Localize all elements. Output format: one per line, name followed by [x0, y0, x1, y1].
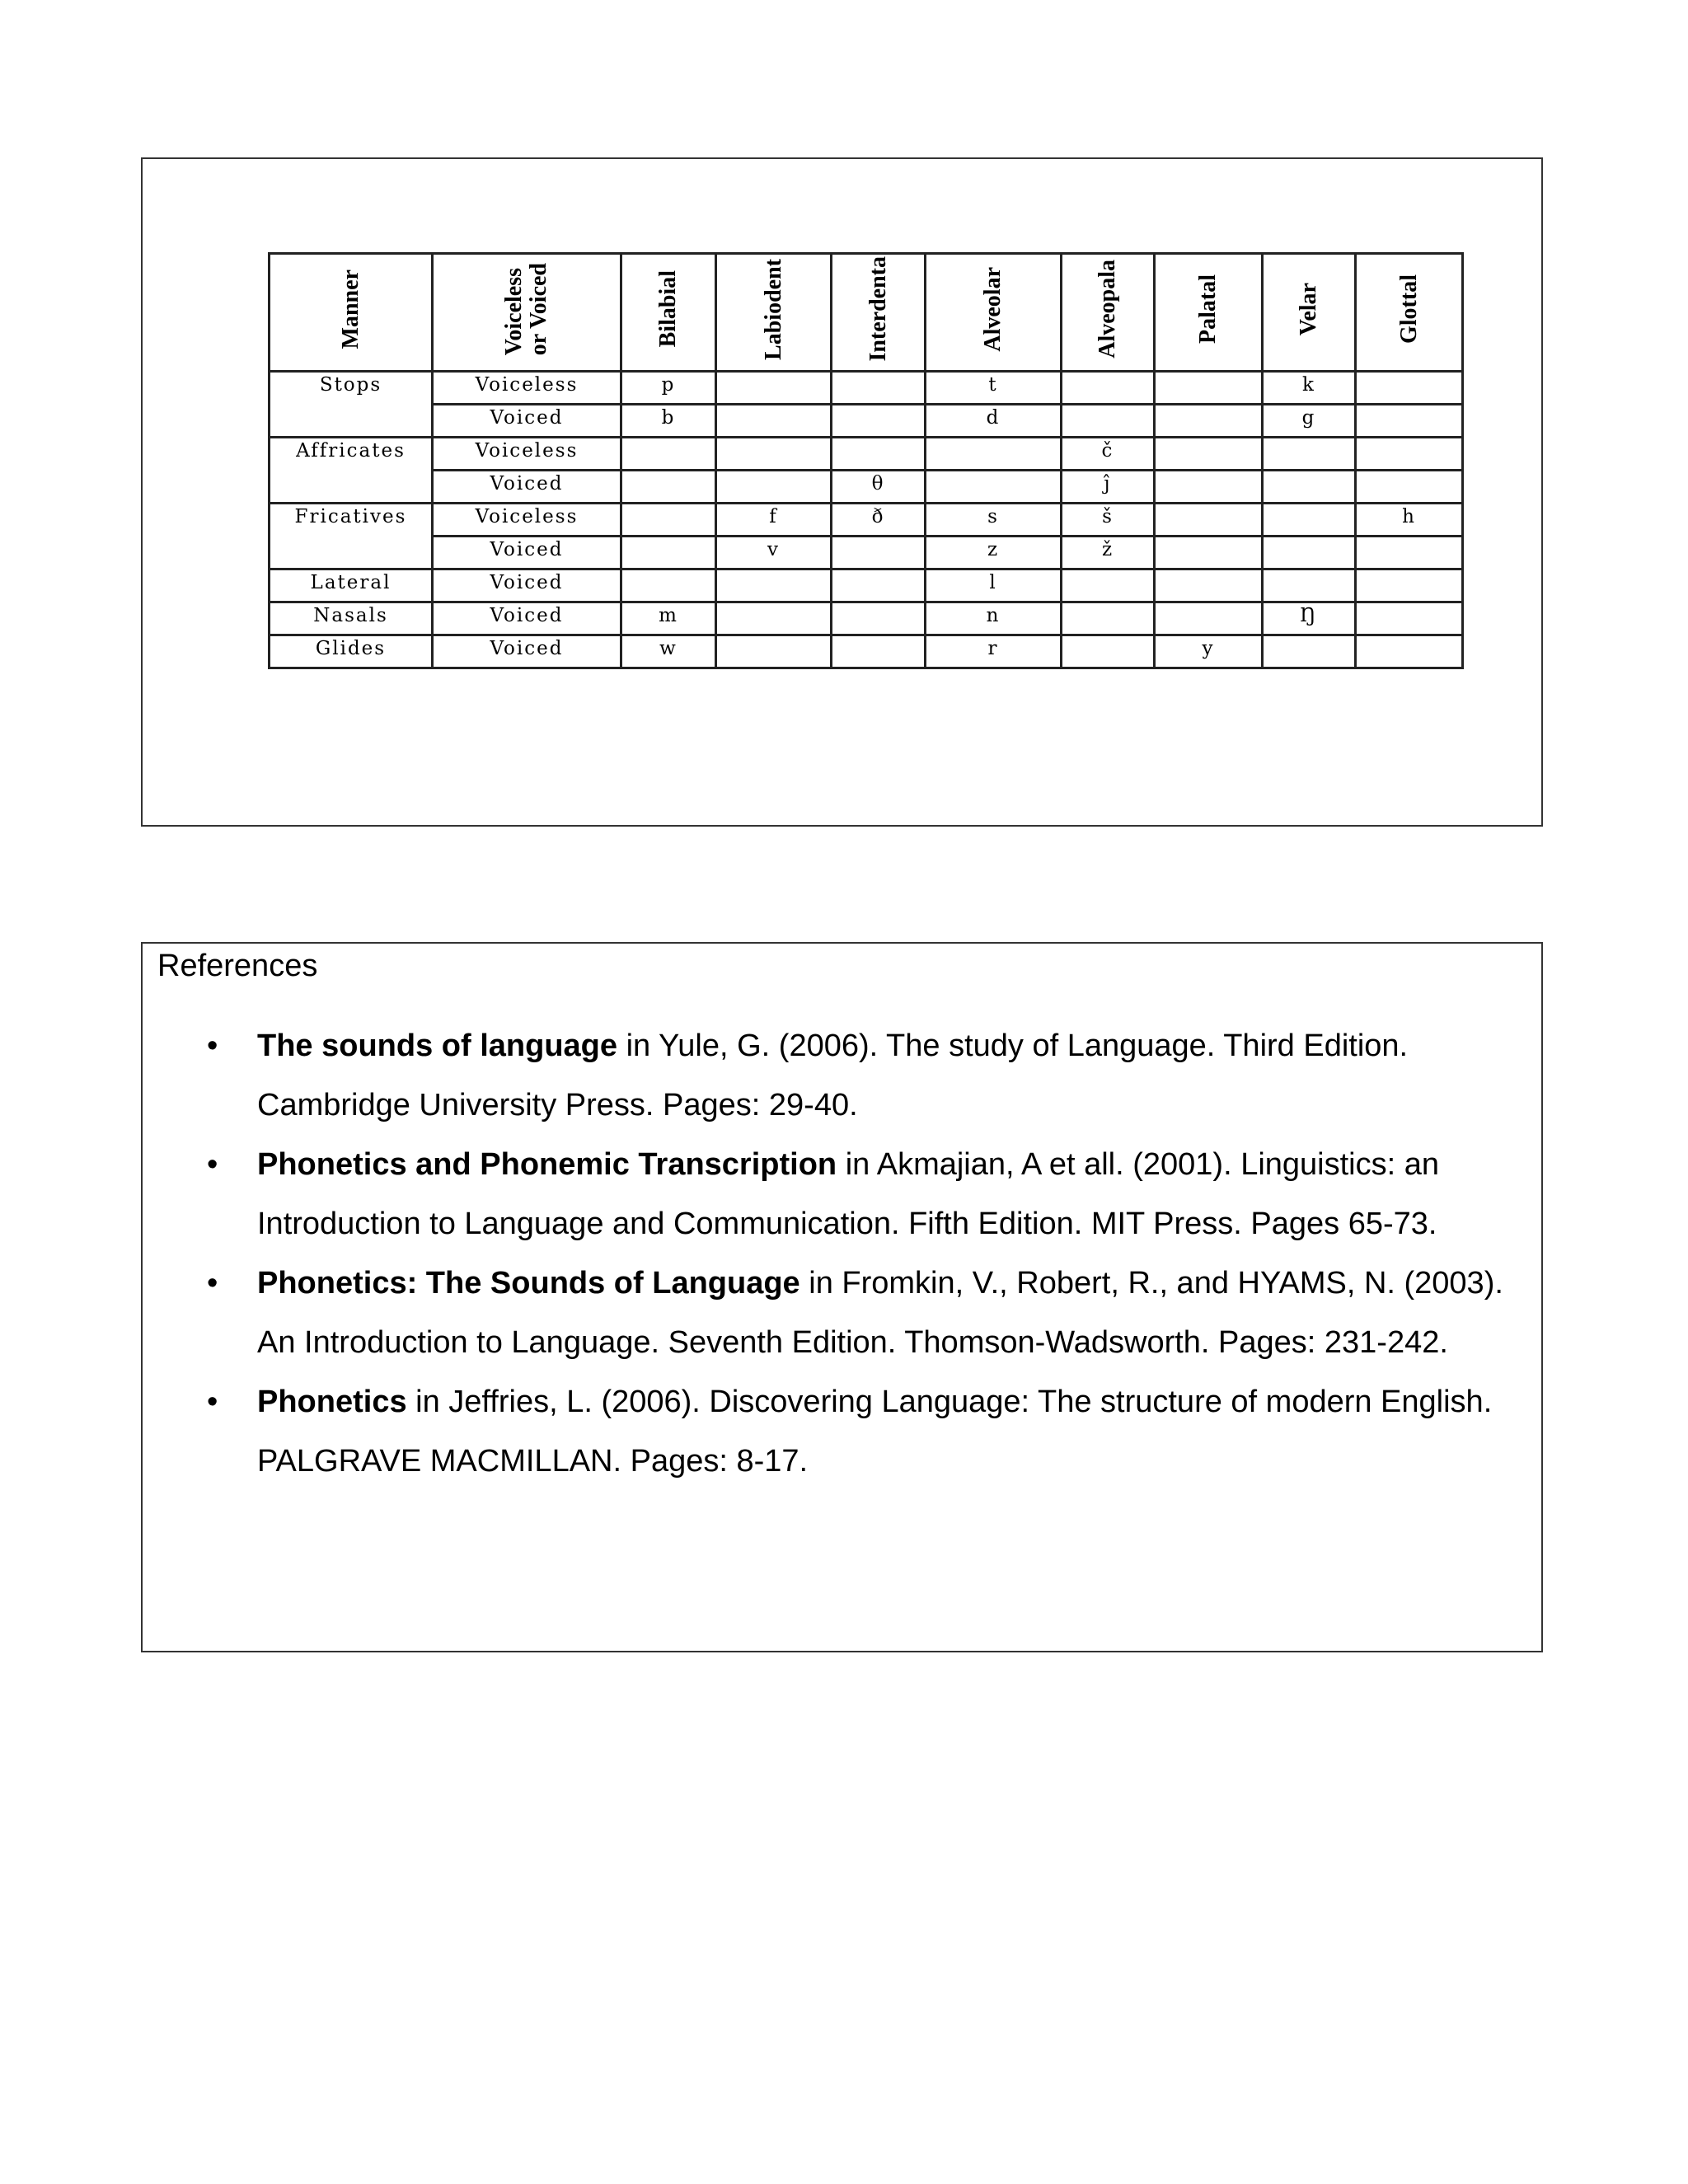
- sound-cell: [1263, 537, 1356, 569]
- sound-cell: [1356, 569, 1463, 602]
- sound-cell: l: [926, 569, 1062, 602]
- chart-column-header-label: Voiceless or Voiced: [501, 262, 551, 356]
- voicing-cell: Voiceless: [433, 504, 621, 537]
- sound-cell: [716, 438, 832, 471]
- sound-cell: [832, 372, 926, 405]
- sound-cell: [926, 438, 1062, 471]
- sound-cell: [1155, 405, 1263, 438]
- reference-item: [143, 1016, 1536, 1135]
- reference-citation: in Fromkin, V., Robert, R., and HYAMS, N. (2003). An Introduction to Language. Seventh Edition. Thomson-Wadsworth. Pages: 231-242.: [257, 1266, 1503, 1360]
- sound-cell: š: [1062, 504, 1155, 537]
- sound-cell: [1356, 438, 1463, 471]
- voicing-cell: Voiceless: [433, 438, 621, 471]
- manner-cell: Lateral: [270, 569, 433, 602]
- sound-cell: ð: [832, 504, 926, 537]
- chart-column-header: [1263, 254, 1356, 372]
- sound-cell: [832, 537, 926, 569]
- sound-cell: [1263, 635, 1356, 668]
- sound-cell: [1155, 602, 1263, 635]
- chart-column-header-label: Velar: [1296, 282, 1321, 336]
- chart-column-header: [926, 254, 1062, 372]
- sound-cell: [1155, 537, 1263, 569]
- chart-column-header: [1155, 254, 1263, 372]
- sound-cell: [1356, 372, 1463, 405]
- chart-row: [270, 537, 1463, 569]
- sound-cell: [1155, 372, 1263, 405]
- voicing-cell: Voiced: [433, 405, 621, 438]
- voicing-cell: Voiced: [433, 569, 621, 602]
- sound-cell: Ŋ: [1263, 602, 1356, 635]
- sound-cell: [832, 438, 926, 471]
- sound-cell: [1263, 569, 1356, 602]
- sound-cell: w: [621, 635, 716, 668]
- chart-row: [270, 405, 1463, 438]
- sound-cell: [1155, 438, 1263, 471]
- sound-cell: [716, 471, 832, 504]
- sound-cell: [832, 602, 926, 635]
- reference-item: [143, 1372, 1536, 1491]
- sound-cell: [1155, 471, 1263, 504]
- chart-column-header-label: Manner: [337, 269, 363, 349]
- sound-cell: [832, 635, 926, 668]
- sound-cell: z: [926, 537, 1062, 569]
- sound-cell: [1062, 602, 1155, 635]
- sound-cell: r: [926, 635, 1062, 668]
- chart-header-row: [270, 254, 1463, 372]
- sound-cell: n: [926, 602, 1062, 635]
- sound-cell: [716, 635, 832, 668]
- chart-row: [270, 372, 1463, 405]
- sound-cell: [832, 569, 926, 602]
- chart-column-header: [716, 254, 832, 372]
- sound-cell: [1356, 635, 1463, 668]
- reference-citation: in Yule, G. (2006). The study of Language. Third Edition. Cambridge University Press. Pages: 29-40.: [257, 1029, 1409, 1122]
- chart-row: [270, 602, 1463, 635]
- voicing-cell: Voiced: [433, 471, 621, 504]
- chart-column-header: [1062, 254, 1155, 372]
- sound-cell: p: [621, 372, 716, 405]
- chart-column-header-label: Labiodent: [760, 258, 786, 360]
- voicing-cell: Voiced: [433, 635, 621, 668]
- sound-cell: [1356, 602, 1463, 635]
- chart-row: [270, 635, 1463, 668]
- chart-column-header-label: Interdenta: [865, 256, 891, 362]
- reference-item: [143, 1254, 1536, 1372]
- bullet-icon: •: [207, 1147, 218, 1182]
- sound-cell: [1155, 504, 1263, 537]
- chart-row: [270, 504, 1463, 537]
- manner-cell: Glides: [270, 635, 433, 668]
- sound-cell: [716, 569, 832, 602]
- manner-cell: Stops: [270, 372, 433, 438]
- sound-cell: [716, 405, 832, 438]
- sound-cell: [1263, 504, 1356, 537]
- sound-cell: ĵ: [1062, 471, 1155, 504]
- sound-cell: f: [716, 504, 832, 537]
- sound-cell: [832, 405, 926, 438]
- sound-cell: [1155, 569, 1263, 602]
- references-list: [143, 1016, 1536, 1491]
- sound-cell: [621, 569, 716, 602]
- consonant-chart-figure: [141, 157, 1543, 827]
- consonant-chart-table: [268, 252, 1464, 669]
- sound-cell: θ: [832, 471, 926, 504]
- sound-cell: [1356, 471, 1463, 504]
- bullet-icon: •: [207, 1385, 218, 1419]
- sound-cell: d: [926, 405, 1062, 438]
- reference-citation: in Akmajian, A et all. (2001). Linguistics: an Introduction to Language and Communication. Fifth Edition. MIT Press. Pages 65-73.: [257, 1147, 1439, 1241]
- sound-cell: t: [926, 372, 1062, 405]
- bullet-icon: •: [207, 1029, 218, 1063]
- chart-column-header-label: Alveopala: [1095, 260, 1120, 359]
- sound-cell: [1263, 471, 1356, 504]
- chart-column-header: [832, 254, 926, 372]
- chart-row: [270, 471, 1463, 504]
- chart-column-header: [270, 254, 433, 372]
- sound-cell: ž: [1062, 537, 1155, 569]
- sound-cell: [621, 471, 716, 504]
- sound-cell: b: [621, 405, 716, 438]
- sound-cell: [1062, 372, 1155, 405]
- reference-citation: in Jeffries, L. (2006). Discovering Language: The structure of modern English. PALGRAVE MACMILLAN. Pages: 8-17.: [257, 1385, 1493, 1479]
- sound-cell: [1263, 438, 1356, 471]
- sound-cell: [1062, 569, 1155, 602]
- sound-cell: v: [716, 537, 832, 569]
- sound-cell: [1062, 635, 1155, 668]
- sound-cell: h: [1356, 504, 1463, 537]
- sound-cell: [1356, 405, 1463, 438]
- bullet-icon: •: [207, 1266, 218, 1301]
- sound-cell: [716, 372, 832, 405]
- sound-cell: [926, 471, 1062, 504]
- chart-column-header-label: Palatal: [1195, 274, 1221, 344]
- sound-cell: g: [1263, 405, 1356, 438]
- sound-cell: m: [621, 602, 716, 635]
- manner-cell: Fricatives: [270, 504, 433, 569]
- reference-chapter-title: Phonetics: The Sounds of Language: [257, 1266, 800, 1301]
- voicing-cell: Voiced: [433, 602, 621, 635]
- sound-cell: [716, 602, 832, 635]
- sound-cell: s: [926, 504, 1062, 537]
- voicing-cell: Voiced: [433, 537, 621, 569]
- sound-cell: y: [1155, 635, 1263, 668]
- chart-body: [270, 372, 1463, 668]
- chart-row: [270, 569, 1463, 602]
- manner-cell: Nasals: [270, 602, 433, 635]
- sound-cell: k: [1263, 372, 1356, 405]
- references-box: [141, 942, 1543, 1652]
- sound-cell: [621, 504, 716, 537]
- reference-chapter-title: The sounds of language: [257, 1029, 618, 1063]
- chart-row: [270, 438, 1463, 471]
- chart-column-header: [433, 254, 621, 372]
- manner-cell: Affricates: [270, 438, 433, 504]
- sound-cell: č: [1062, 438, 1155, 471]
- chart-column-header: [1356, 254, 1463, 372]
- chart-column-header-label: Bilabial: [655, 270, 681, 348]
- chart-column-header-label: Glottal: [1395, 274, 1422, 344]
- references-title: References: [157, 949, 318, 983]
- reference-chapter-title: Phonetics: [257, 1385, 407, 1419]
- chart-column-header: [621, 254, 716, 372]
- sound-cell: [621, 438, 716, 471]
- sound-cell: [1062, 405, 1155, 438]
- reference-item: [143, 1135, 1536, 1254]
- sound-cell: [1356, 537, 1463, 569]
- reference-chapter-title: Phonetics and Phonemic Transcription: [257, 1147, 837, 1182]
- sound-cell: [621, 537, 716, 569]
- voicing-cell: Voiceless: [433, 372, 621, 405]
- chart-column-header-label: Alveolar: [980, 266, 1006, 352]
